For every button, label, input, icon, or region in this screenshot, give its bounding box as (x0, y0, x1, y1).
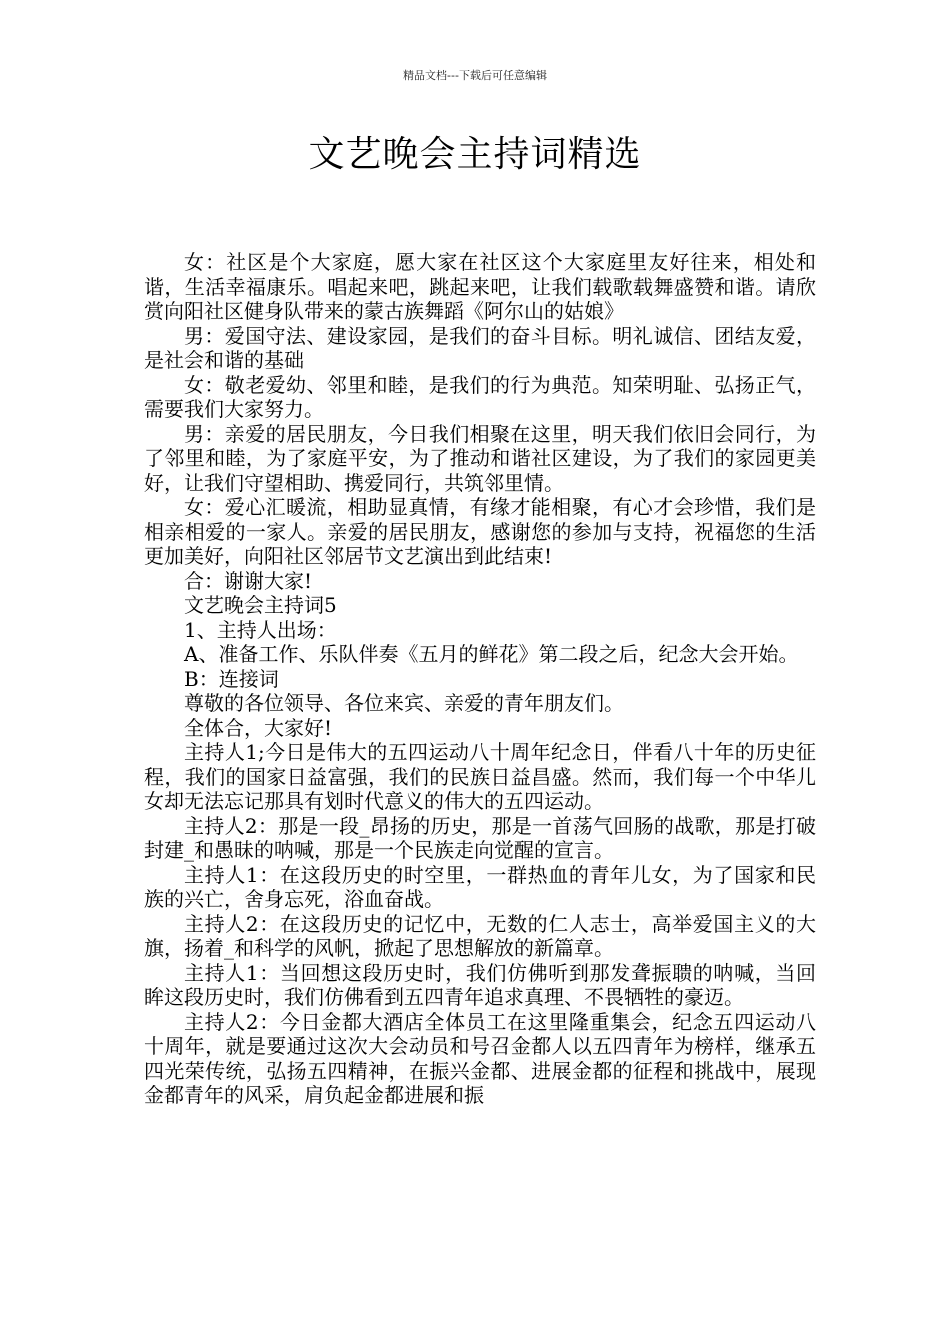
paragraph: A、准备工作、乐队伴奏《五月的鲜花》第二段之后，纪念大会开始。 (184, 642, 799, 666)
paragraph: 主持人1：在这段历史的时空里，一群热血的青年儿女，为了国家和民族的兴亡，舍身忘死，浴血奋战。 (144, 862, 816, 911)
document-title: 文艺晚会主持词精选 (308, 134, 642, 175)
paragraph: 主持人1：当回想这段历史时，我们仿佛听到那发聋振聩的呐喊，当回眸这段历史时，我们仿佛看到五四青年追求真理、不畏牺牲的豪迈。 (144, 960, 816, 1009)
paragraph: 全体合，大家好! (184, 715, 333, 740)
paragraph: 男：爱国守法、建设家园，是我们的奋斗目标。明礼诚信、团结友爱，是社会和谐的基础 (144, 323, 816, 372)
paragraph: 主持人2：在这段历史的记忆中，无数的仁人志士，高举爱国主义的大旗，扬着_和科学的风帆，掀起了思想解放的新篇章。 (144, 911, 816, 960)
paragraph: 主持人1;今日是伟大的五四运动八十周年纪念日，伴看八十年的历史征程，我们的国家日益富强，我们的民族日益昌盛。然而，我们每一个中华儿女却无法忘记那具有划时代意义的伟大的五四运动。 (144, 740, 816, 813)
paragraph: 主持人2：那是一段_昂扬的历史，那是一首荡气回肠的战歌，那是打破封建_和愚昧的呐喊，那是一个民族走向觉醒的宣言。 (144, 813, 816, 862)
paragraph: 女：社区是个大家庭，愿大家在社区这个大家庭里友好往来，相处和谐，生活幸福康乐。唱起来吧，跳起来吧，让我们载歌载舞盛赞和谐。请欣赏向阳社区健身队带来的蒙古族舞蹈《阿尔山的姑娘》 (144, 250, 816, 323)
paragraph: 尊敬的各位领导、各位来宾、亲爱的青年朋友们。 (184, 691, 624, 715)
paragraph: 女：爱心汇暖流，相助显真情，有缘才能相聚，有心才会珍惜，我们是相亲相爱的一家人。亲爱的居民朋友，感谢您的参加与支持，祝福您的生活更加美好，向阳社区邻居节文艺演出到此结束! (144, 495, 816, 568)
paragraph: 1、主持人出场： (184, 617, 337, 642)
paragraph: 合：谢谢大家! (184, 568, 313, 593)
paragraph: 主持人2：今日金都大酒店全体员工在这里隆重集会，纪念五四运动八十周年，就是要通过这次大会动员和号召金都人以五四青年为榜样，继承五四光荣传统，弘扬五四精神，在振兴金都、进展金都的征程和挑战中，展现金都青年的风采，肩负起金都进展和振 (144, 1009, 816, 1107)
paragraph: B：连接词 (184, 666, 279, 691)
paragraph: 女：敬老爱幼、邻里和睦，是我们的行为典范。知荣明耻、弘扬正气，需要我们大家努力。 (144, 372, 816, 421)
document-body (144, 250, 816, 1108)
page-header: 精品文档---下载后可任意编辑 (403, 69, 547, 82)
paragraph: 男：亲爱的居民朋友，今日我们相聚在这里，明天我们依旧会同行，为了邻里和睦，为了家庭平安，为了推动和谐社区建设，为了我们的家园更美好，让我们守望相助、携爱同行，共筑邻里情。 (144, 421, 816, 495)
paragraph: 文艺晚会主持词5 (184, 593, 337, 617)
